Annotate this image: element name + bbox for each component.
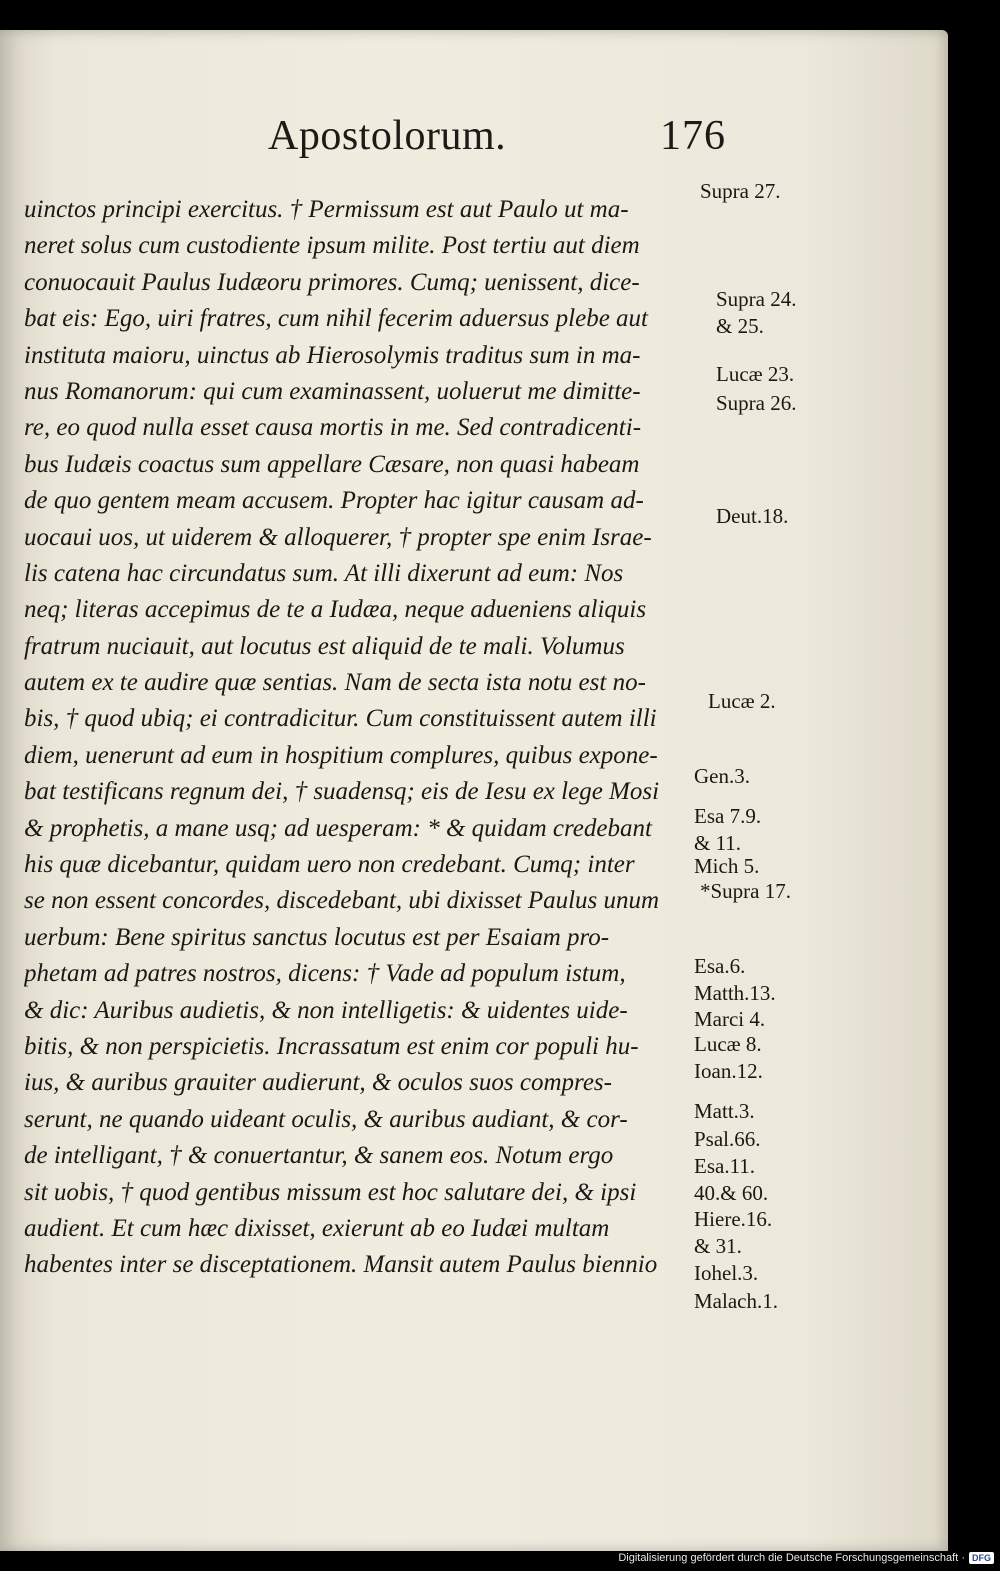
margin-note: Supra 26. (716, 391, 797, 415)
text-line: sit uobis, † quod gentibus missum est hoc salutare dei, & ipsi (24, 1178, 637, 1206)
text-line: conuocauit Paulus Iudæoru primores. Cumq; uenissent, dice- (24, 268, 640, 296)
text-line: & prophetis, a mane usq; ad uesperam: * & quidam credebant (24, 814, 652, 842)
text-line: serunt, ne quando uideant oculis, & auribus audiant, & cor- (24, 1105, 628, 1133)
margin-note: *Supra 17. (700, 879, 791, 903)
text-line: ius, & auribus grauiter audierunt, & oculos suos compres- (24, 1069, 612, 1097)
margin-note: Marci 4. (694, 1007, 766, 1031)
page-header (0, 112, 948, 162)
text-line: bat eis: Ego, uiri fratres, cum nihil fecerim aduersus plebe aut (24, 305, 648, 333)
text-line: fratrum nuciauit, aut locutus est aliquid de te mali. Volumus (24, 632, 625, 660)
margin-note: Esa.11. (694, 1154, 756, 1178)
text-line: & dic: Auribus audietis, & non intelligetis: & uidentes uide- (24, 996, 628, 1024)
text-line: instituta maioru, uinctus ab Hierosolymis traditus sum in ma- (24, 341, 641, 369)
text-line: autem ex te audire quæ sentias. Nam de secta ista notu est no- (24, 669, 646, 697)
text-line: his quæ dicebantur, quidam uero non credebant. Cumq; inter (24, 851, 635, 879)
text-line: neret solus cum custodiente ipsum milite. Post tertiu aut diem (24, 232, 640, 260)
book-page (0, 30, 948, 1551)
footer-credit: Digitalisierung gefördert durch die Deutsche Forschungsgemeinschaft · (618, 1552, 965, 1564)
margin-note: Lucæ 23. (716, 362, 795, 386)
text-line: diem, uenerunt ad eum in hospitium complures, quibus expone- (24, 741, 658, 769)
text-line: se non essent concordes, discedebant, ubi dixisset Paulus unum (24, 887, 660, 915)
text-line: lis catena hac circundatus sum. At illi dixerunt ad eum: Nos (24, 559, 624, 587)
margin-note: Esa.6. (694, 954, 746, 978)
margin-note: Supra 24. (716, 287, 797, 311)
margin-note: 40.& 60. (694, 1181, 769, 1205)
margin-note: Supra 27. (700, 179, 781, 203)
margin-note: Ioan.12. (694, 1059, 763, 1083)
margin-note: Gen.3. (694, 764, 750, 788)
margin-note: Iohel.3. (694, 1261, 759, 1285)
text-line: bus Iudæis coactus sum appellare Cæsare, non quasi habeam (24, 450, 640, 478)
digitization-footer (600, 1548, 1000, 1568)
margin-note: Lucæ 2. (708, 689, 776, 713)
text-line: de quo gentem meam accusem. Propter hac igitur causam ad- (24, 487, 644, 515)
text-line: uerbum: Bene spiritus sanctus locutus est per Esaiam pro- (24, 923, 610, 951)
text-line: phetam ad patres nostros, dicens: † Vade ad populum istum, (24, 960, 626, 988)
text-line: habentes inter se disceptationem. Mansit autem Paulus biennio (24, 1251, 658, 1279)
text-line: neq; literas accepimus de te a Iudæa, neque adueniens aliquis (24, 596, 647, 624)
text-line: de intelligant, † & conuertantur, & sanem eos. Notum ergo (24, 1142, 614, 1170)
text-line: uocaui uos, ut uiderem & alloquerer, † propter spe enim Israe- (24, 523, 652, 551)
margin-note: Deut.18. (716, 504, 789, 528)
margin-note: & 11. (694, 831, 742, 855)
body-text (24, 192, 724, 1284)
text-line: uinctos principi exercitus. † Permissum est aut Paulo ut ma- (24, 196, 629, 223)
text-line: bitis, & non perspicietis. Incrassatum est enim cor populi hu- (24, 1032, 639, 1060)
page-number: 176 (660, 113, 726, 159)
margin-note: Lucæ 8. (694, 1032, 762, 1056)
margin-note: Psal.66. (694, 1127, 761, 1151)
text-line: bis, † quod ubiq; ei contradicitur. Cum constituissent autem illi (24, 705, 657, 733)
margin-note: & 25. (716, 314, 764, 338)
margin-note: & 31. (694, 1234, 742, 1258)
margin-note: Matt.3. (694, 1099, 755, 1123)
dfg-logo: DFG (969, 1552, 994, 1564)
running-title: Apostolorum. (268, 113, 507, 159)
margin-note: Hiere.16. (694, 1207, 773, 1231)
text-line: audient. Et cum hæc dixisset, exierunt ab eo Iudæi multam (24, 1214, 610, 1242)
margin-note: Matth.13. (694, 981, 776, 1005)
margin-note: Esa 7.9. (694, 804, 762, 828)
margin-note: Malach.1. (694, 1289, 778, 1313)
margin-note: Mich 5. (694, 854, 760, 878)
text-line: bat testificans regnum dei, † suadensq; eis de Iesu ex lege Mosi (24, 778, 660, 806)
text-line: nus Romanorum: qui cum examinassent, uoluerut me dimitte- (24, 377, 641, 405)
text-line: re, eo quod nulla esset causa mortis in me. Sed contradicenti- (24, 414, 642, 442)
